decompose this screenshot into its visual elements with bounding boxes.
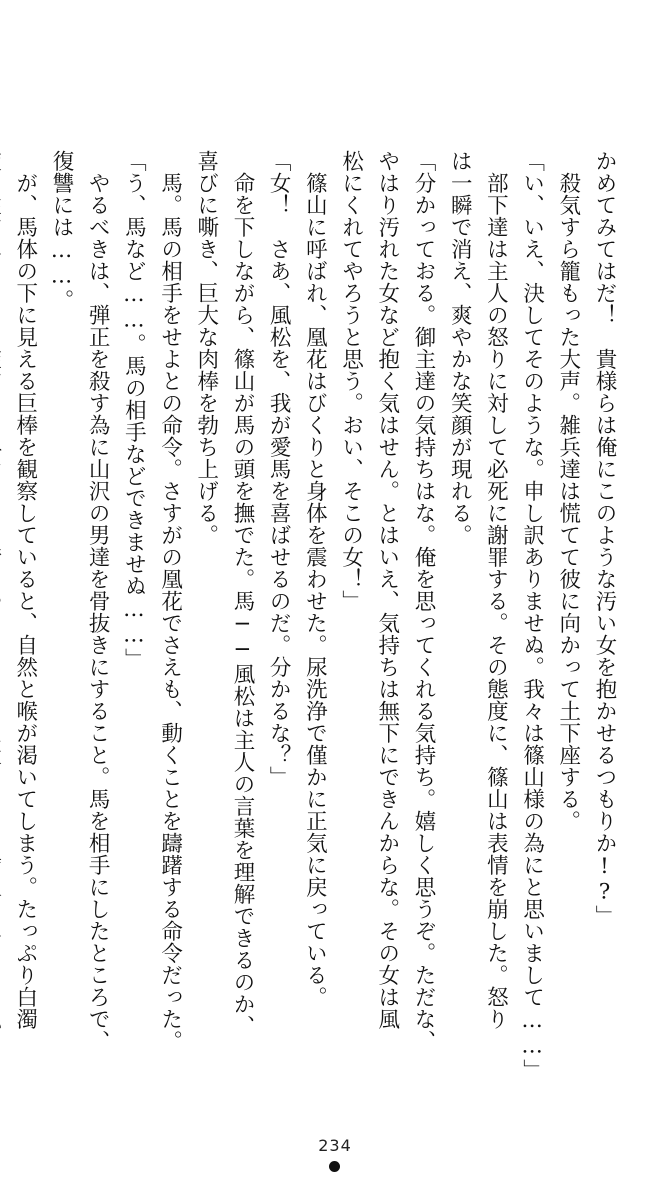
page-number: 234 [318,1136,352,1155]
text-line: 「女！ さあ、風松を、我が愛馬を喜ばせるのだ。分かるな？」 [266,150,292,788]
vertical-text-body [12,150,622,1081]
text-line: 部下達は主人の怒りに対して必死に謝罪する。その態度に、篠山は表情を崩した。怒り [483,150,509,1030]
text-line: 篠山に呼ばれ、凰花はびくりと身体を震わせた。尿洗浄で僅かに正気に戻っている。 [302,150,328,1008]
text-line: かめてみてはだ！ 貴様らは俺にこのような汚い女を抱かせるつもりか!?」 [592,150,617,927]
text-line: 喜びに嘶き、巨大な肉棒を勃ち上げる。 [193,150,219,546]
text-line: 復讐には……。 [48,150,74,311]
text-line: 「う、馬など……。馬の相手などできませぬ……」 [121,150,147,670]
text-line: が、馬体の下に見える巨棒を観察していると、自然と喉が渇いてしまう。たっぷり白濁 [12,150,38,1030]
text-line: 殺気すら籠もった大声。雑兵達は慌てて彼に向かって土下座する。 [555,150,581,832]
text-line: は一瞬で消え、爽やかな笑顔が現れる。 [447,150,473,546]
text-line: 命を下しながら、篠山が馬の頭を撫でた。馬──風松は主人の言葉を理解できるのか、 [229,150,255,1037]
text-line: やはり汚れた女など抱く気はせん。とはいえ、気持ちは無下にできんからな。その女は風 [374,150,400,1030]
text-line: 馬。馬の相手をせよとの命令。さすがの凰花でさえも、動くことを躊躇する命令だった。 [157,150,183,1052]
text-line: 松にくれてやろうと思う。おい、そこの女！」 [338,150,364,612]
text-line: やるべきは、弾正を殺す為に山沢の男達を骨抜きにすること。馬を相手にしたところで、 [85,150,111,1052]
text-line [0,150,7,1010]
text-line: 「分かっておる。御主達の気持ちはな。俺を思ってくれる気持ち。嬉しく思うぞ。ただな、 [410,150,436,1052]
page-marker-dot [329,1161,340,1172]
text-line: 「い、いえ、決してそのような。申し訳ありませぬ。我々は篠山様の為にと思いまして……」 [519,150,545,1081]
